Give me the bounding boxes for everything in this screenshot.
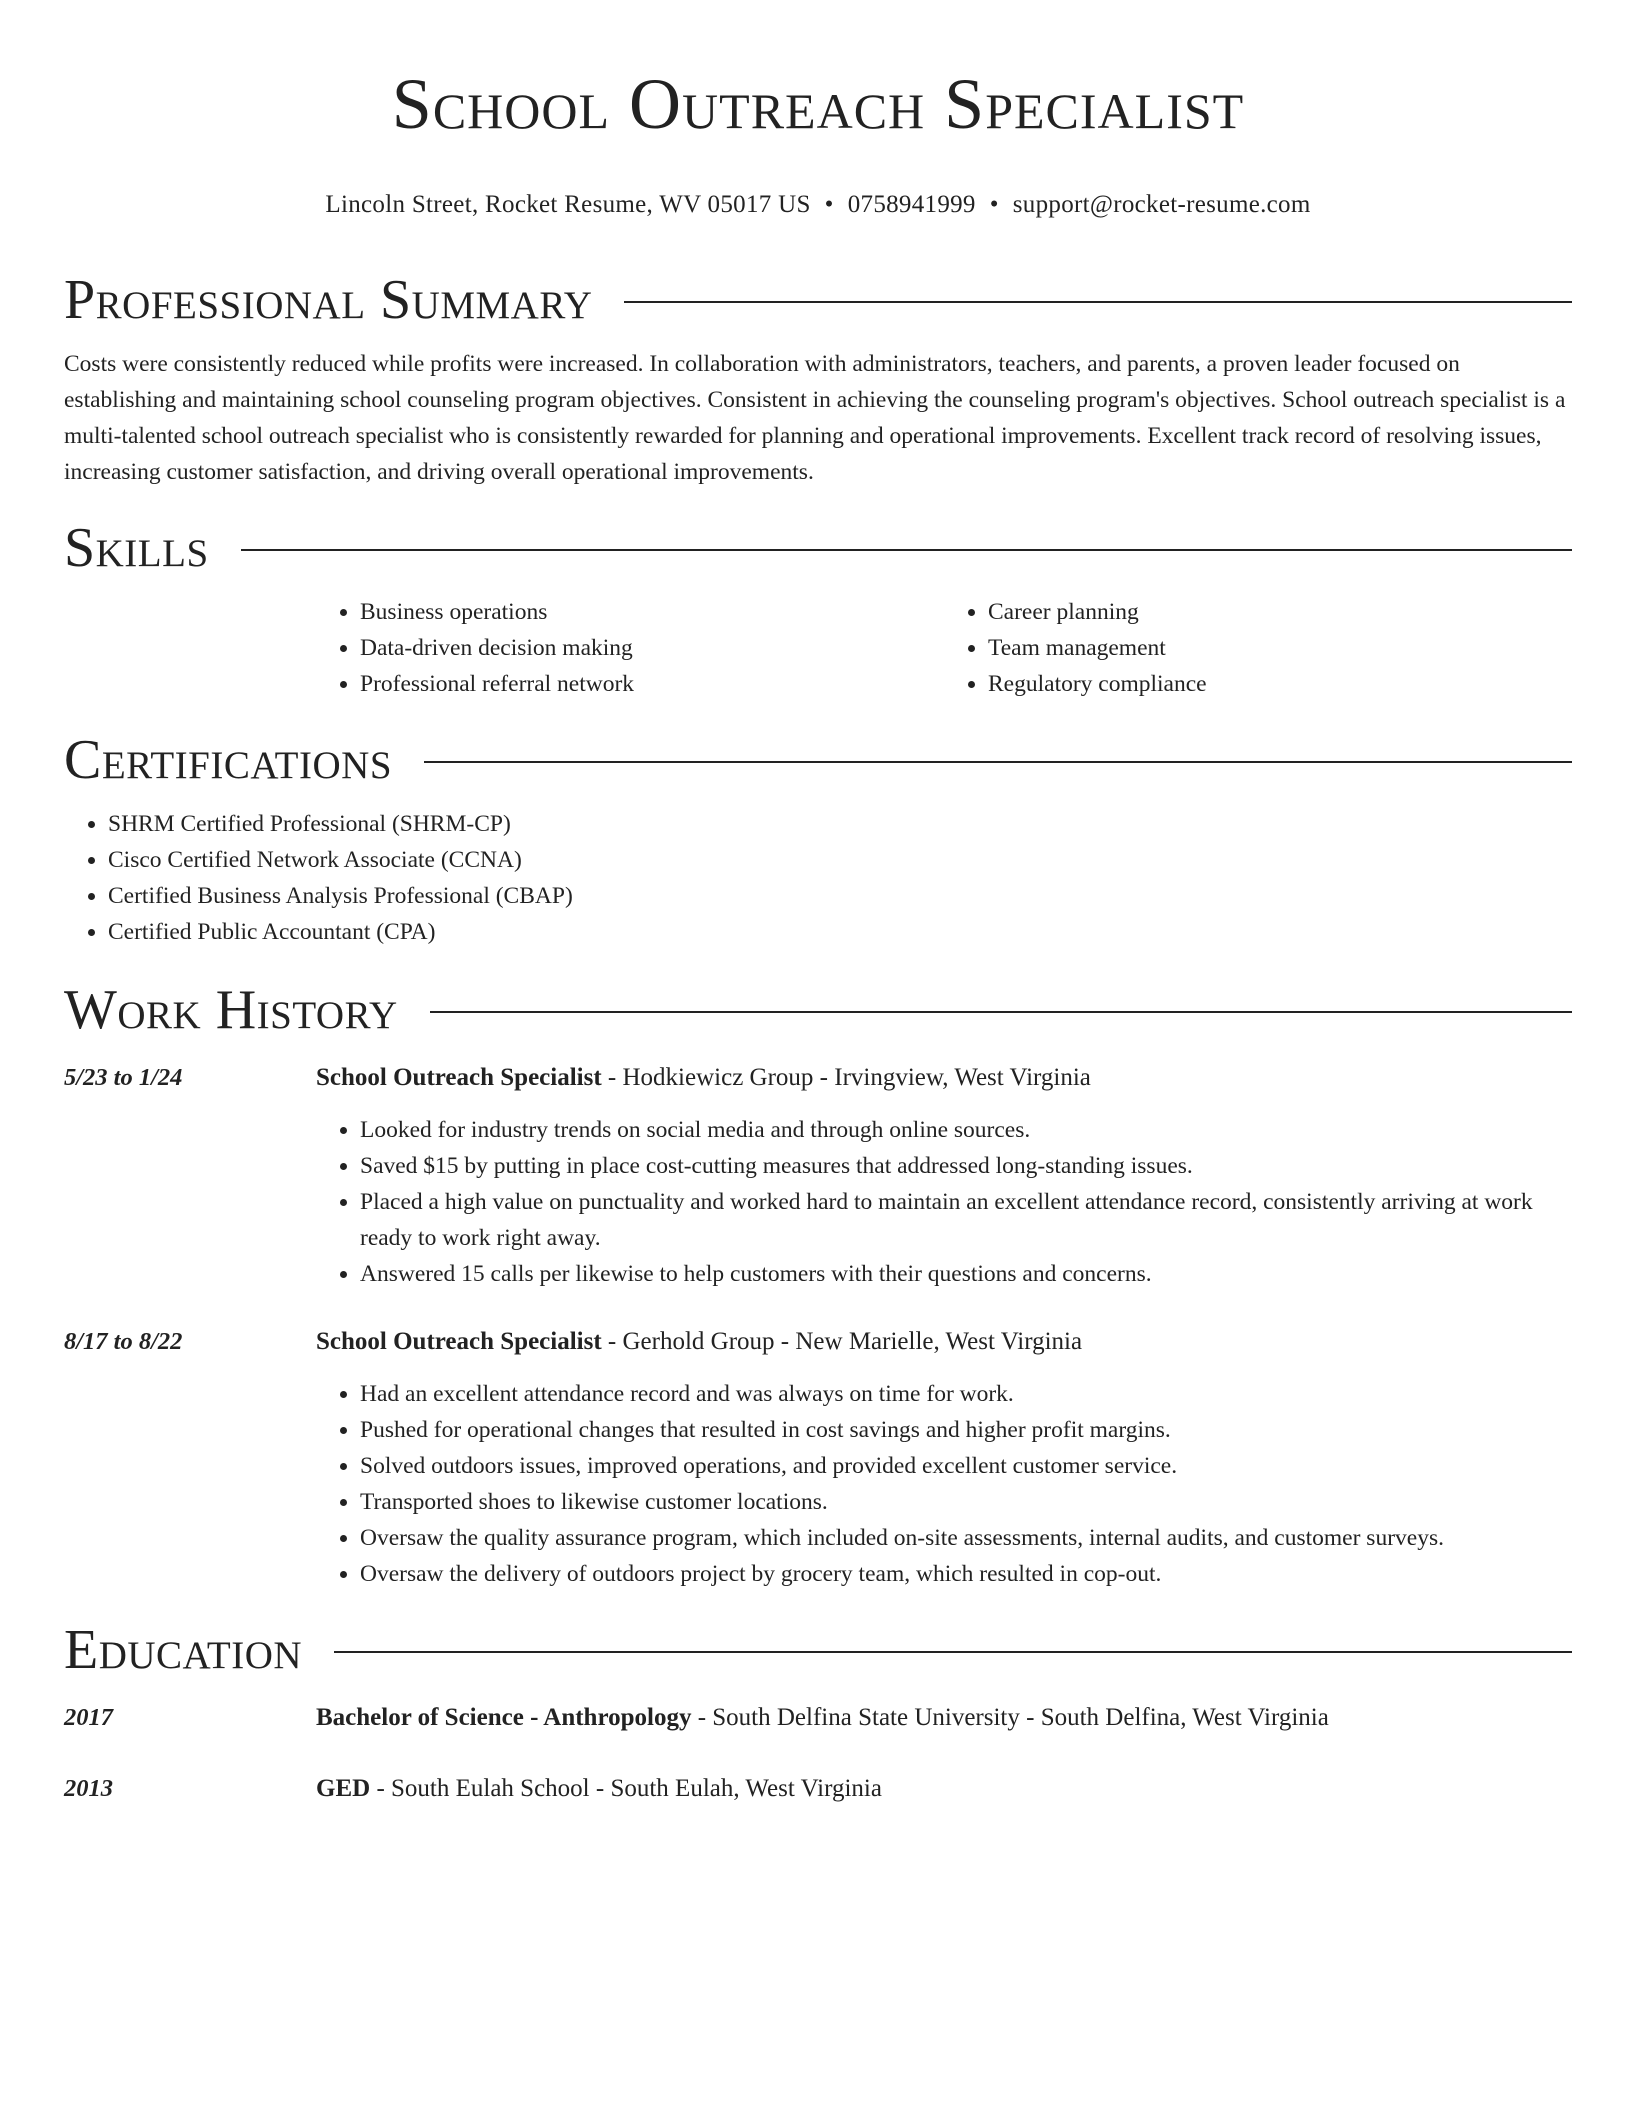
summary-text: Costs were consistently reduced while profits were increased. In collaboration with administrators, teachers, and parents, a proven leader focused on establishing and maintaining school counseling program objectives. Consistent in achieving the counseling program's objectives. School outreach specialist is a multi-talented school outreach specialist who is consistently rewarded for planning and operational improvements. Excellent track record of resolving issues, increasing customer satisfaction, and driving overall operational improvements. [64,351,1566,485]
education-section-header [64,1618,1572,1682]
certification-item: • Cisco Certified Network Associate (CCNA) [108,842,1572,878]
job-dates: 5/23 to 1/24 [64,1064,183,1091]
job-body [316,1060,1572,1292]
job-bullet: • Placed a high value on punctuality and worked hard to maintain an excellent attendance record, consistently arriving at work ready to work right away. [360,1184,1572,1256]
job-bullet: • Looked for industry trends on social media and through online sources. [360,1112,1572,1148]
job-employer: - Gerhold Group - New Marielle, West Virginia [601,1328,1083,1355]
skill-item: • Data-driven decision making [360,630,944,666]
job-employer: - Hodkiewicz Group - Irvingview, West Virginia [601,1064,1091,1091]
education-year: 2017 [64,1704,113,1731]
certification-item: • Certified Business Analysis Professional (CBAP) [108,878,1572,914]
certification-item: • Certified Public Accountant (CPA) [108,914,1572,950]
job-entry [64,1324,1572,1592]
education-school: - South Delfina State University - South Delfina, West Virginia [691,1704,1329,1731]
job-bullet: • Oversaw the quality assurance program, which included on-site assessments, internal audits, and customer surveys. [360,1520,1572,1556]
skill-item: • Career planning [988,594,1572,630]
section-divider [430,1011,1572,1013]
job-bullet: • Had an excellent attendance record and was always on time for work. [360,1376,1572,1412]
job-dates: 8/17 to 8/22 [64,1328,183,1355]
contact-email: support@rocket-resume.com [1012,191,1311,218]
work-heading: Work History [64,979,398,1041]
skill-item: • Business operations [360,594,944,630]
job-title: School Outreach Specialist [316,1064,602,1091]
education-heading: Education [64,1619,303,1681]
certifications-heading: Certifications [64,729,393,791]
job-bullets [316,1376,1572,1592]
education-degree: Bachelor of Science - Anthropology [316,1704,692,1731]
job-title-line [316,1060,1572,1096]
education-degree: GED [316,1775,371,1802]
certifications-list [64,806,1572,950]
education-year: 2013 [64,1775,113,1802]
job-bullet: • Solved outdoors issues, improved operations, and provided excellent customer service. [360,1448,1572,1484]
skills-heading: Skills [64,517,209,579]
job-body [316,1324,1572,1592]
job-title: School Outreach Specialist [316,1328,602,1355]
contact-address: Lincoln Street, Rocket Resume, WV 05017 US [325,191,811,218]
skills-section-header [64,516,1572,580]
skills-column-left [316,594,944,702]
resume-name: School Outreach Specialist [391,64,1245,144]
skills-grid [316,594,1572,702]
work-section-header [64,978,1572,1042]
skill-item: • Professional referral network [360,666,944,702]
section-divider [241,549,1572,551]
job-bullet: • Oversaw the delivery of outdoors project by grocery team, which resulted in cop-out. [360,1556,1572,1592]
skill-item: • Regulatory compliance [988,666,1572,702]
job-bullet: • Saved $15 by putting in place cost-cutting measures that addressed long-standing issues. [360,1148,1572,1184]
job-bullet: • Answered 15 calls per likewise to help customers with their questions and concerns. [360,1256,1572,1292]
skills-column-right [944,594,1572,702]
summary-section-header [64,268,1572,332]
certifications-section-header [64,728,1572,792]
contact-separator: • [989,191,999,218]
education-body [316,1700,1329,1736]
education-entry [64,1700,1572,1736]
job-bullets [316,1112,1572,1292]
job-entry [64,1060,1572,1292]
contact-line [64,190,1572,220]
skill-item: • Team management [988,630,1572,666]
job-bullet: • Transported shoes to likewise customer locations. [360,1484,1572,1520]
contact-phone: 0758941999 [847,191,976,218]
education-body [316,1771,882,1807]
certification-item: • SHRM Certified Professional (SHRM-CP) [108,806,1572,842]
contact-separator: • [824,191,834,218]
education-school: - South Eulah School - South Eulah, West Virginia [370,1775,882,1802]
education-entry [64,1771,1572,1807]
job-title-line [316,1324,1572,1360]
summary-heading: Professional Summary [64,269,593,331]
section-divider [334,1651,1572,1653]
section-divider [624,301,1572,303]
resume-page [64,0,1572,1807]
job-bullet: • Pushed for operational changes that resulted in cost savings and higher profit margins. [360,1412,1572,1448]
section-divider [424,761,1572,763]
